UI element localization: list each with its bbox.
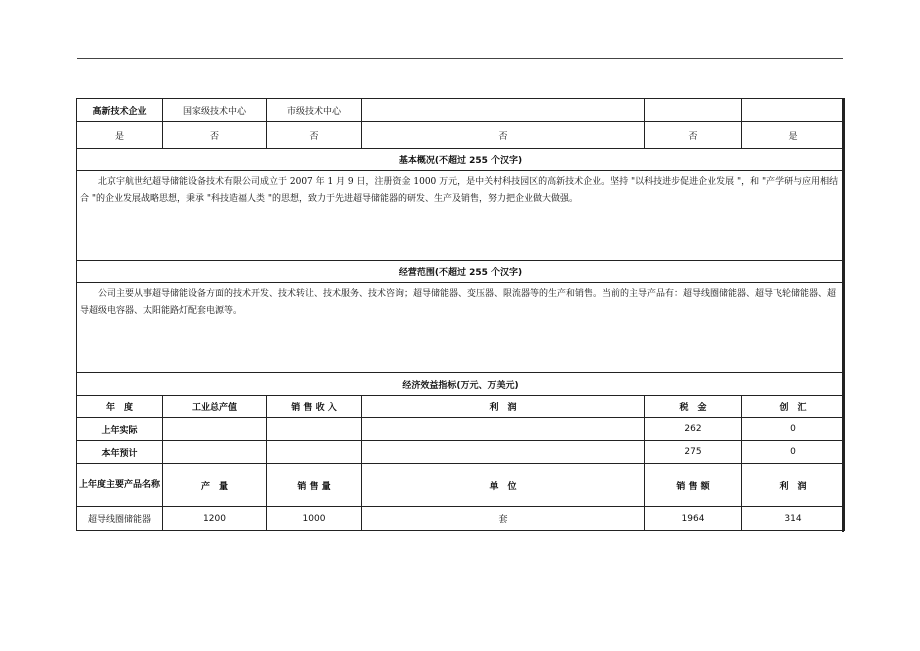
product-output: 1200	[163, 507, 267, 531]
cell-sales	[267, 441, 362, 464]
economic-header-row	[77, 396, 845, 418]
products-header-row	[77, 464, 845, 507]
qualification-national-center: 国家级技术中心	[163, 99, 267, 122]
qualification-blank-2	[645, 99, 742, 122]
economic-header-forex: 创 汇	[742, 396, 845, 418]
cell-tax: 262	[645, 418, 742, 441]
table-row	[77, 441, 845, 464]
status-cell: 否	[645, 122, 742, 149]
product-name: 超导线圈储能器	[77, 507, 163, 531]
table-row	[77, 507, 845, 531]
top-rule	[77, 58, 843, 59]
cell-profit	[362, 441, 645, 464]
product-unit: 套	[362, 507, 645, 531]
scope-title: 经营范围(不超过 255 个汉字)	[77, 261, 845, 283]
economic-header-sales: 销 售 收 入	[267, 396, 362, 418]
qualification-blank-1	[362, 99, 645, 122]
economic-title: 经济效益指标(万元、万美元)	[77, 373, 845, 396]
cell-tax: 275	[645, 441, 742, 464]
row-label: 上年实际	[77, 418, 163, 441]
cell-profit	[362, 418, 645, 441]
economic-header-output: 工业总产值	[163, 396, 267, 418]
products-header-sold: 销 售 量	[267, 464, 362, 507]
product-sold: 1000	[267, 507, 362, 531]
row-label: 本年预计	[77, 441, 163, 464]
qualification-high-tech: 高新技术企业	[77, 99, 163, 122]
cell-sales	[267, 418, 362, 441]
qualification-city-center: 市级技术中心	[267, 99, 362, 122]
products-header-output: 产 量	[163, 464, 267, 507]
cell-output	[163, 418, 267, 441]
status-cell: 否	[362, 122, 645, 149]
qualification-blank-3	[742, 99, 845, 122]
economic-header-tax: 税 金	[645, 396, 742, 418]
table-right-edge	[842, 98, 844, 532]
overview-title: 基本概况(不超过 255 个汉字)	[77, 149, 845, 171]
enterprise-info-table	[76, 98, 845, 531]
status-cell: 否	[163, 122, 267, 149]
economic-header-profit: 利 润	[362, 396, 645, 418]
cell-output	[163, 441, 267, 464]
products-header-profit: 利 润	[742, 464, 845, 507]
qualification-header-row	[77, 99, 845, 122]
cell-forex: 0	[742, 441, 845, 464]
cell-forex: 0	[742, 418, 845, 441]
product-profit: 314	[742, 507, 845, 531]
table-row	[77, 418, 845, 441]
qualification-status-row	[77, 122, 845, 149]
status-cell: 是	[77, 122, 163, 149]
products-header-unit: 单 位	[362, 464, 645, 507]
overview-text: 北京宇航世纪超导储能设备技术有限公司成立于 2007 年 1 月 9 日，注册资金 1000 万元，是中关村科技园区的高新技术企业。坚持 "以科技进步促进企业发展 "，和 "产学研与应用相结合 "的企业发展战略思想，秉承 "科技造福人类 "的思想，致力于先进超导储能器的研发、生产及销售，努力把企业做大做强。	[77, 171, 845, 261]
scope-text: 公司主要从事超导储能设备方面的技术开发、技术转让、技术服务、技术咨询；超导储能器、变压器、限流器等的生产和销售。当前的主导产品有：超导线圈储能器、超导飞轮储能器、超导超级电容器、太阳能路灯配套电源等。	[77, 283, 845, 373]
status-cell: 否	[267, 122, 362, 149]
product-amount: 1964	[645, 507, 742, 531]
economic-header-year: 年 度	[77, 396, 163, 418]
products-header-amount: 销 售 额	[645, 464, 742, 507]
products-header-name: 上年度主要产品名称	[77, 464, 163, 507]
status-cell: 是	[742, 122, 845, 149]
